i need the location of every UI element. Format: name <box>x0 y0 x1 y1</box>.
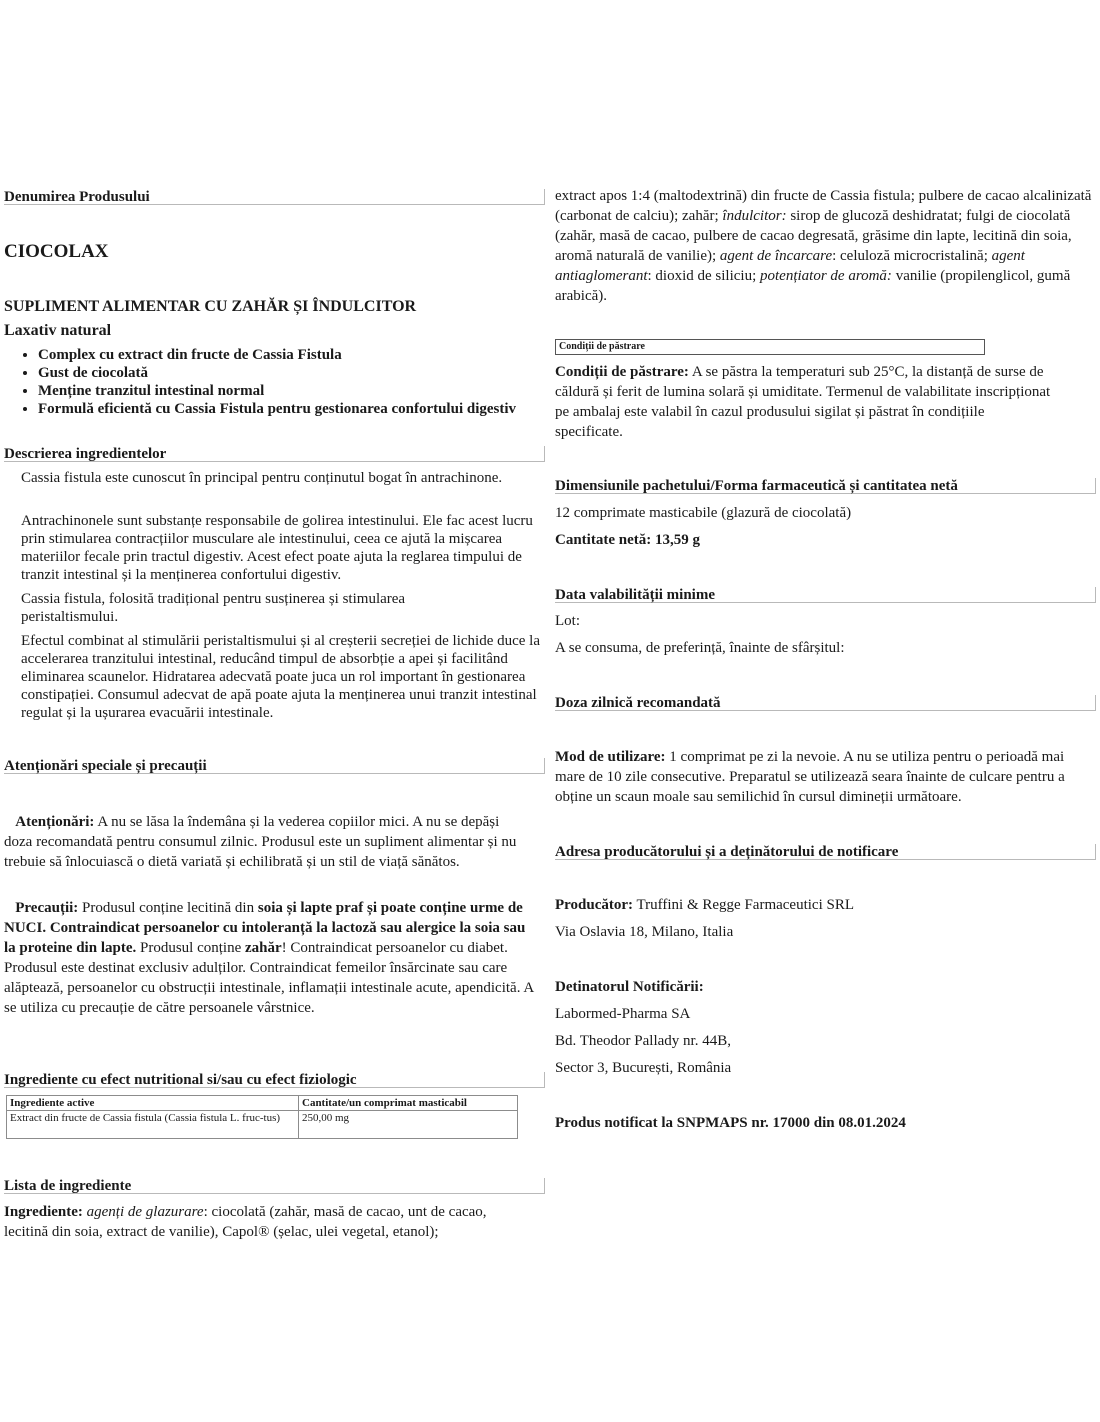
precautions-label: Precauții: <box>15 900 79 916</box>
desc-paragraph: Cassia fistula, folosită tradițional pentru susținerea și stimularea peristaltismului. <box>21 591 406 625</box>
usage-paragraph <box>555 747 1095 807</box>
ingredients-paragraph <box>4 1202 534 1242</box>
net-quantity: Cantitate netă: 13,59 g <box>555 532 700 548</box>
ingredients-text: : dioxid de siliciu; <box>647 268 760 284</box>
ingredient-category: îndulcitor: <box>722 208 787 224</box>
ingredients-label: Ingrediente: <box>4 1204 83 1220</box>
warnings-text: A nu se lăsa la îndemâna și la vederea copiilor mici. A nu se depăși doza recomandată pentru consumul zilnic. Produsul este un supliment alimentar și nu trebuie să înlocuiască o dietă variată și echilibrată și un stil de viață sănătos. <box>4 814 517 870</box>
section-heading-expiry: Data valabilității minime <box>555 587 1096 603</box>
precautions-text: ! Contraindicat persoanelor cu diabet. Produsul este destinat exclusiv adulților. Contraindicat femeilor însărcinate sau care alăptează, persoanelor cu obstrucții intestinale, inflamații intestinale acute, apendicită. A se utiliza cu precauție de către persoanele vârstnice. <box>4 940 534 1016</box>
ingredient-category: potențiator de aromă: <box>760 268 892 284</box>
precautions-allergens: soia și lapte praf și poate conține urme de NUCI. Contraindicat persoanelor cu intoleranță la lactoză sau alergice la soia sau la proteine din lapte. <box>4 900 526 956</box>
benefit-item: • Menține tranzitul intestinal normal <box>38 382 548 400</box>
section-heading-dose: Doza zilnică recomandată <box>555 695 1096 711</box>
section-heading-package: Dimensiunile pachetului/Forma farmaceutică și cantitatea netă <box>555 478 1096 494</box>
storage-text: A se păstra la temperaturi sub 25°C, la distanță de surse de căldură și ferit de lumina solară și umiditate. Termenul de valabilitate inscripționat pe ambalaj este valabil în cazul produsului sigilat și păstrat în condițiile specificate. <box>555 364 1051 440</box>
desc-paragraph: Efectul combinat al stimulării peristaltismului și al creșterii secreției de lichide duce la accelerarea tranzitului intestinal, reducând timpul de absorbție a apei și facilitând eliminarea scaunelor. Hidratarea adecvată poate juca un rol important în gestionarea constipației. Consumul adecvat de apă poate ajuta la menținerea unui tranzit intestinal regulat și la ușurarea evacuării intestinale. <box>21 633 540 721</box>
holder-address-line: Bd. Theodor Pallady nr. 44B, <box>555 1033 731 1049</box>
storage-paragraph <box>555 362 1055 442</box>
ingredients-continued <box>555 186 1095 306</box>
table-cell: 250,00 mg <box>299 1111 518 1139</box>
producer-address: Via Oslavia 18, Milano, Italia <box>555 924 734 940</box>
desc-paragraph: Cassia fistula este cunoscut în principal pentru conținutul bogat în antrachinone. <box>21 470 503 486</box>
holder-label: Detinatorul Notificării: <box>555 979 704 995</box>
package-form: 12 comprimate masticabile (glazură de ciocolată) <box>555 505 852 521</box>
section-heading-address: Adresa producătorului și a deținătorului de notificare <box>555 844 1096 860</box>
precautions-text: Produsul conține <box>139 940 242 956</box>
producer-line <box>555 895 854 915</box>
precautions-text: Produsul conține lecitină din <box>82 900 255 916</box>
product-claim: Laxativ natural <box>4 322 112 339</box>
product-subtitle: SUPLIMENT ALIMENTAR CU ZAHĂR ȘI ÎNDULCITOR <box>4 298 417 315</box>
section-heading-product-name: Denumirea Produsului <box>4 189 545 205</box>
benefit-item: • Gust de ciocolată <box>38 364 548 382</box>
storage-box-label: Condiții de păstrare <box>555 339 985 355</box>
ingredients-text: : celuloză microcristalină; <box>832 248 992 264</box>
benefits-list <box>4 346 548 418</box>
table-header: Cantitate/un comprimat masticabil <box>299 1096 518 1111</box>
ingredients-text: extract apos 1:4 (maltodextrină) din fructe de Cassia fistula; pulbere de cacao alcalinizată (carbonat de calciu); zahăr; <box>555 188 1092 224</box>
warnings-paragraph <box>4 812 529 872</box>
ingredient-category: agent de încarcare <box>719 248 833 264</box>
ingredients-text: sirop de glucoză deshidratat; fulgi de ciocolată (zahăr, masă de cacao, pulbere de cacao degresată, grăsime din lapte, lecitină din soia, aromă naturală de vanilie); <box>555 208 1072 264</box>
desc-paragraph: Antrachinonele sunt substanțe responsabile de golirea intestinului. Ele fac acest lucru prin stimularea contracțiilor musculare ale intestinului, ceea ce ajută la mișcarea materiilor fecale prin tractul digestiv. Acest efect poate ajuta la reglarea timpului de tranzit intestinal și la menținerea confortului digestiv. <box>21 513 533 583</box>
lot-label: Lot: <box>555 613 580 629</box>
precautions-paragraph <box>4 898 534 1018</box>
ingredients-text: : ciocolată (zahăr, masă de cacao, unt de cacao, lecitină din soia, extract de vanilie), Capol® (șelac, ulei vegetal, etanol); <box>4 1204 487 1240</box>
benefit-item: • Formulă eficientă cu Cassia Fistula pentru gestionarea confortului digestiv <box>38 400 548 418</box>
best-before: A se consuma, de preferință, înainte de sfârșitul: <box>555 640 845 656</box>
section-heading-ingredient-list: Lista de ingrediente <box>4 1178 545 1194</box>
warnings-label: Atenționări: <box>15 814 95 830</box>
storage-label: Condiții de păstrare: <box>555 364 689 380</box>
ingredients-italic: agenți de glazurare <box>86 1204 204 1220</box>
holder-address-line: Sector 3, București, România <box>555 1060 732 1076</box>
usage-text: 1 comprimat pe zi la nevoie. A nu se utiliza pentru o perioadă mai mare de 10 zile consecutive. Preparatul se utilizează seara înainte de culcare pentru a obține un scaun moale sau semilichid în cursul dimineții următoare. <box>555 749 1065 805</box>
producer-name: Truffini & Regge Farmaceutici SRL <box>636 897 855 913</box>
usage-label: Mod de utilizare: <box>555 749 666 765</box>
producer-label: Producător: <box>555 897 634 913</box>
section-heading-warnings: Atenționări speciale și precauții <box>4 758 545 774</box>
active-ingredients-table <box>6 1095 518 1139</box>
section-heading-ingredients-description: Descrierea ingredientelor <box>4 446 545 462</box>
ingredient-category: agent antiaglomerant <box>555 248 1025 284</box>
table-header: Ingrediente active <box>7 1096 299 1111</box>
holder-name: Labormed-Pharma SA <box>555 1006 691 1022</box>
section-heading-nutritional: Ingrediente cu efect nutritional si/sau cu efect fiziologic <box>4 1072 545 1088</box>
precautions-sugar: zahăr <box>244 940 282 956</box>
product-name: CIOCOLAX <box>4 241 109 262</box>
ingredients-text: vanilie (propilenglicol, gumă arabică). <box>555 268 1071 304</box>
table-cell: Extract din fructe de Cassia fistula (Cassia fistula L. fruc-tus) <box>7 1111 299 1139</box>
benefit-item: • Complex cu extract din fructe de Cassia Fistula <box>38 346 548 364</box>
notification-number: Produs notificat la SNPMAPS nr. 17000 din 08.01.2024 <box>555 1115 906 1131</box>
